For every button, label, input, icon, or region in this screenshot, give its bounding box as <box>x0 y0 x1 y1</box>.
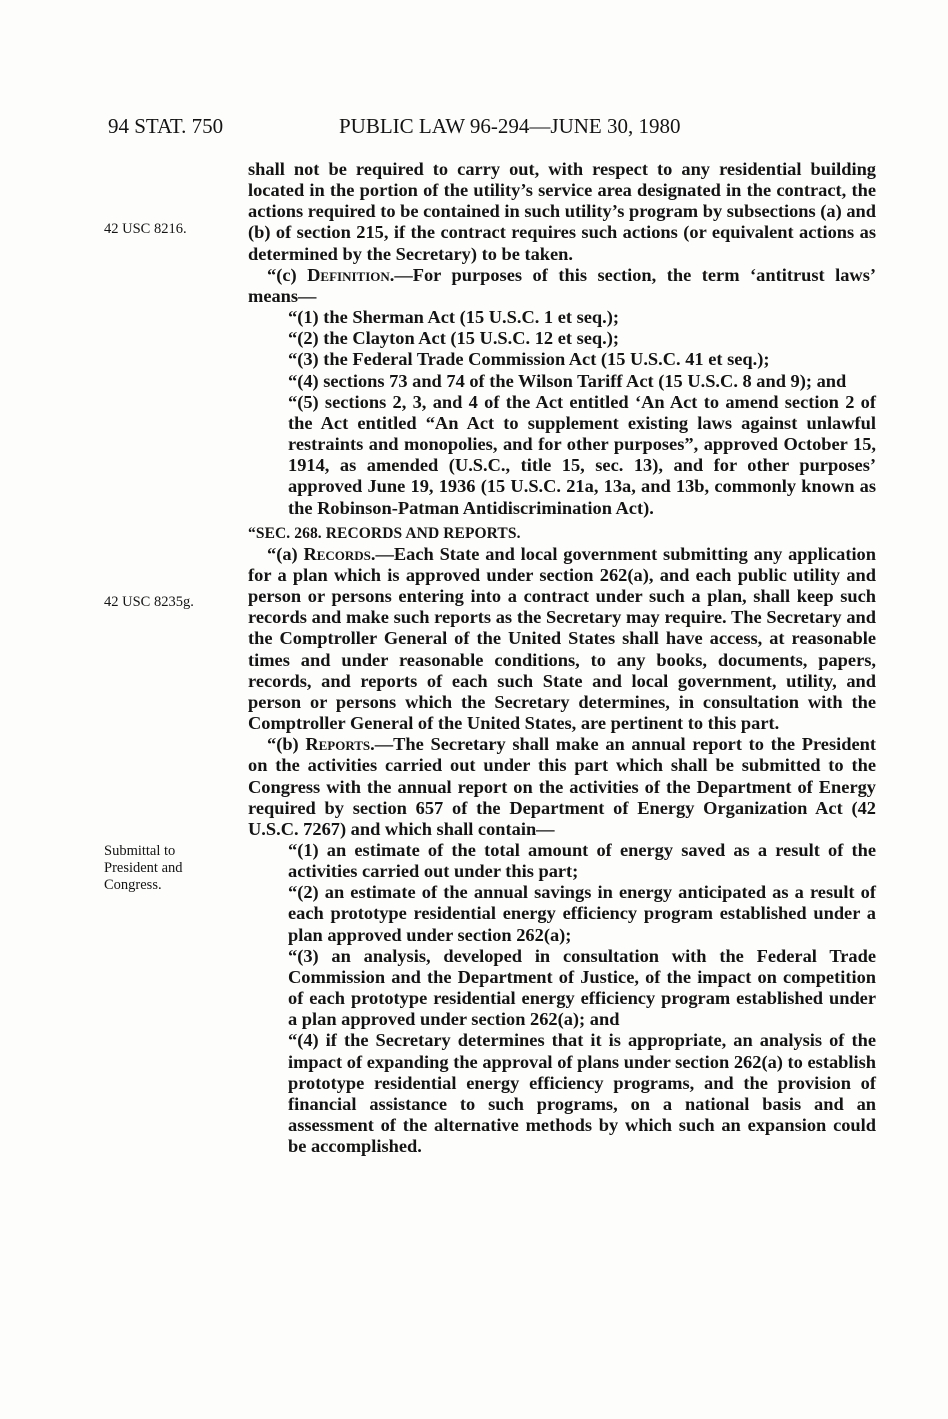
paragraph-c2: “(2) the Clayton Act (15 U.S.C. 12 et seq.); <box>288 328 619 349</box>
subsection-b-text: .—The Secretary shall make an annual report to the President on the activities carried out under this part which shall be submitted to the Congress with the annual report on the activities of the Department of Energy required by section 657 of the Department of Energy Organization Act (42 U.S.C. 7267) and which shall contain— <box>248 734 876 839</box>
subsection-b-open: “(b) <box>267 734 299 755</box>
subsection-b-heading: Reports <box>305 734 371 755</box>
subsection-b <box>248 734 876 840</box>
paragraph-b3: “(3) an analysis, developed in consultation with the Federal Trade Commission and the Department of Justice, of the impact on competition of each prototype residential energy efficiency program established under a plan approved under section 262(a); and <box>288 945 876 1030</box>
subsection-c-text: .—For purposes of this section, the term ‘antitrust laws’ means— <box>248 264 876 306</box>
subsection-a-heading: Records <box>303 543 371 564</box>
paragraph-c3: “(3) the Federal Trade Commission Act (15 U.S.C. 41 et seq.); <box>288 349 770 370</box>
margin-note-line: Congress. <box>104 877 162 893</box>
paragraph-c4: “(4) sections 73 and 74 of the Wilson Tariff Act (15 U.S.C. 8 and 9); and <box>288 370 847 391</box>
paragraph-b4: “(4) if the Secretary determines that it is appropriate, an analysis of the impact of expanding the approval of plans under section 262(a) to establish prototype residential energy efficiency programs, and the provision of financial assistance to such programs, on a national basis and an assessment of the alternative methods by which such an expansion could be accomplished. <box>288 1030 876 1157</box>
margin-note-usc-8216: 42 USC 8216. <box>104 221 187 237</box>
paragraph-b2: “(2) an estimate of the annual savings in energy anticipated as a result of each prototype residential energy efficiency program established under a plan approved under section 262(a); <box>288 882 876 945</box>
page-stat-number: 94 STAT. 750 <box>108 114 224 138</box>
page-header <box>0 114 948 144</box>
paragraph-c1: “(1) the Sherman Act (15 U.S.C. 1 et seq.); <box>288 307 619 328</box>
intro-paragraph: shall not be required to carry out, with respect to any residential building located in the portion of the utility’s service area designated in the contract, the actions required to be contained in such utility’s program by subsections (a) and (b) of section 215, if the contract requires such actions (or equivalent actions as determined by the Secretary) to be taken. <box>248 159 876 264</box>
subsection-c-heading: Definition <box>307 264 390 285</box>
section-268-heading: “SEC. 268. RECORDS AND REPORTS. <box>248 524 521 542</box>
paragraph-b1: “(1) an estimate of the total amount of energy saved as a result of the activities carried out under this part; <box>288 840 876 882</box>
subsection-a <box>248 544 876 734</box>
page-title: PUBLIC LAW 96-294—JUNE 30, 1980 <box>339 114 681 138</box>
subsection-a-open: “(a) <box>267 543 298 564</box>
body-text <box>248 159 876 1157</box>
subsection-a-text: .—Each State and local government submitting any application for a plan which is approved under section 262(a), and each public utility and person or persons entering into a contract under such a plan, shall keep such records and make such reports as the Secretary may require. The Secretary and the Comptroller General of the United States shall have access, at reasonable times and under reasonable conditions, to any books, documents, papers, records, and reports of each such State and local government, utility, and person or persons which the Secretary determines, in consultation with the Comptroller General of the United States, are pertinent to this part. <box>248 543 876 734</box>
subsection-c <box>248 265 876 307</box>
subsection-c-open: “(c) <box>267 264 297 285</box>
margin-note-usc-8235g: 42 USC 8235g. <box>104 594 194 610</box>
margin-note-line: President and <box>104 860 183 876</box>
margin-note-submittal <box>104 843 234 894</box>
margin-note-line: Submittal to <box>104 843 176 859</box>
paragraph-c5: “(5) sections 2, 3, and 4 of the Act entitled ‘An Act to amend section 2 of the Act entitled “An Act to supplement existing laws against unlawful restraints and monopolies, and for other purposes”, approved October 15, 1914, as amended (U.S.C., title 15, sec. 13), and for other purposes’ approved June 19, 1936 (15 U.S.C. 21a, 13a, and 13b, commonly known as the Robinson-Patman Antidiscrimination Act). <box>288 391 876 518</box>
